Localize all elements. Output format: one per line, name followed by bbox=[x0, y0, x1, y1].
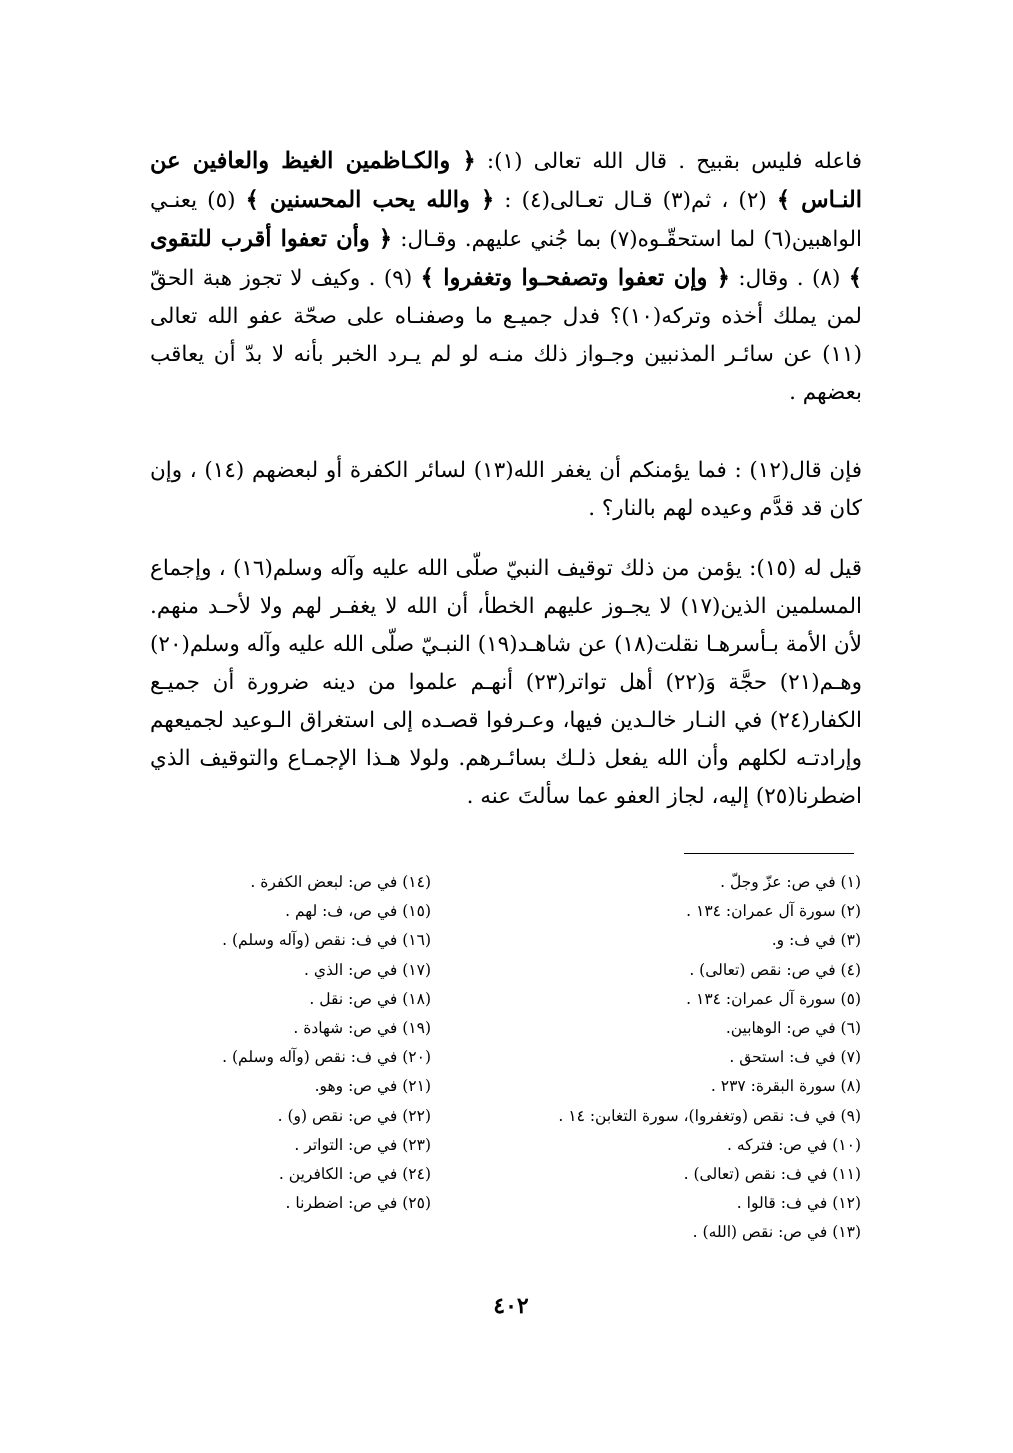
footnote: (٢٥) في ص: اضطرنا . bbox=[285, 1194, 431, 1213]
footnotes-left-column bbox=[131, 868, 431, 1218]
footnote: (١) في ص: عزّ وجلّ . bbox=[720, 873, 861, 891]
paragraph-3-text: قيل له (١٥): يؤمن من ذلك توقيف النبيّ صلّى الله عليه وآله وسلم(١٦) ، وإجماع المسلمين الذين(١٧) لا يجـوز عليهم الخطأ، أن الله لا يغفـر لهم ولا لأحـد منهم. لأن الأمة بـأسرهـا نقلت(١٨) عن شاهـد(١٩) النبـيّ صلّى الله عليه وآله وسلم(٢٠) وهـم(٢١) حجَّة وَ(٢٢) أهل تواتر(٢٣) أنهـم علموا من دينه ضرورة أن جميـع الكفار(٢٤) في النـار خالـدين فيها، وعـرفوا قصـده إلى استغراق الـوعيد لجميعهم وإرادتـه لكلهم وأن الله يفعل ذلـك بسائـرهم. ولولا هـذا الإجمـاع والتوقيف الذي اضطرنا(٢٥) إليه، لجاز العفو عما سألتَ عنه . bbox=[150, 556, 862, 809]
footnote: (٦) في ص: الوهابين. bbox=[725, 1019, 861, 1038]
paragraph-1 bbox=[150, 142, 862, 412]
footnote: (١٦) في ف: نقص (وآله وسلم) . bbox=[222, 931, 431, 950]
footnote-separator bbox=[684, 853, 854, 854]
footnote: (٢٣) في ص: التواتر . bbox=[294, 1135, 431, 1154]
footnote: (٢٤) في ص: الكافرين . bbox=[278, 1165, 431, 1184]
footnote: (١٠) في ص: فتركه . bbox=[726, 1135, 861, 1154]
paragraph-1-text bbox=[150, 142, 862, 412]
paragraph-1-segment: (٨) . وقال: bbox=[729, 266, 849, 291]
footnote: (١١) في ف: نقص (تعالى) . bbox=[683, 1165, 861, 1184]
footnote: (١٤) في ص: لبعض الكفرة . bbox=[250, 873, 431, 891]
footnote: (٧) في ف: استحق . bbox=[729, 1048, 861, 1067]
paragraph-2-text: فإن قال(١٢) : فما يؤمنكم أن يغفر الله(١٣) لسائر الكفرة أو لبعضهم (١٤) ، وإن كان قد قدَّم وعيده لهم بالنار؟ . bbox=[150, 458, 863, 521]
quran-quote: ﴿ وإن تعفوا وتصفحـوا وتغفروا ﴾ bbox=[420, 265, 730, 291]
footnote: (١٧) في ص: الذي . bbox=[304, 960, 431, 979]
paragraph-3 bbox=[150, 550, 862, 816]
footnote: (١٨) في ص: نقل . bbox=[309, 989, 431, 1008]
paragraph-1-segment: (٩) . وكيف لا تجوز هبة الحقّ لمن يملك أخذه وتركه(١٠)؟ فدل جميـع ما وصفنـاه على صحّة عفو الله تعالى (١١) عن سائـر المذنبين وجـواز ذلك منـه لو لم يـرد الخبر بأنه لا بدّ أن يعاقب بعضهم . bbox=[150, 266, 862, 405]
footnote: (٤) في ص: نقص (تعالى) . bbox=[689, 960, 861, 979]
quran-quote: ﴿ والله يحب المحسنين ﴾ bbox=[245, 187, 495, 213]
footnote: (٢٠) في ف: نقص (وآله وسلم) . bbox=[222, 1048, 431, 1067]
footnote: (٢) سورة آل عمران: ١٣٤ . bbox=[686, 902, 861, 921]
paragraph-2 bbox=[150, 452, 862, 528]
footnote: (٥) سورة آل عمران: ١٣٤ . bbox=[686, 989, 861, 1008]
quran-quote: ﴿ والكـاظمين الغيظ والعافين عن النـاس ﴾ bbox=[150, 148, 862, 213]
footnote: (٢٢) في ص: نقص (و) . bbox=[277, 1106, 431, 1125]
footnote: (١٩) في ص: شهادة . bbox=[293, 1019, 431, 1038]
paragraph-1-segment: (٥) يعنـي الواهبين(٦) لما استحقّـوه(٧) بما جُني عليهم. وقـال: bbox=[150, 188, 863, 252]
footnote: (١٣) في ص: نقص (الله) . bbox=[692, 1223, 861, 1242]
footnote: (١٥) في ص، ف: لهم . bbox=[285, 902, 431, 921]
page-number: ٤٠٢ bbox=[493, 1293, 529, 1319]
footnote: (١٢) في ف: قالوا . bbox=[736, 1194, 861, 1213]
paragraph-1-segment: (٢) ، ثم(٣) قـال تعـالى(٤) : bbox=[494, 188, 777, 213]
footnote: (٩) في ف: نقص (وتغفروا)، سورة التغابن: ١٤ . bbox=[558, 1106, 861, 1125]
footnote: (٢١) في ص: وهو. bbox=[314, 1077, 431, 1096]
footnote: (٣) في ف: و. bbox=[771, 931, 861, 950]
quran-quote: ﴿ وأن تعفوا أقرب للتقوى ﴾ bbox=[150, 226, 862, 291]
paragraph-1-segment: فاعله فليس بقبيح . قال الله تعالى (١): bbox=[475, 149, 862, 174]
footnote: (٨) سورة البقرة: ٢٣٧ . bbox=[710, 1077, 861, 1096]
footnotes-right-column bbox=[481, 868, 861, 1248]
